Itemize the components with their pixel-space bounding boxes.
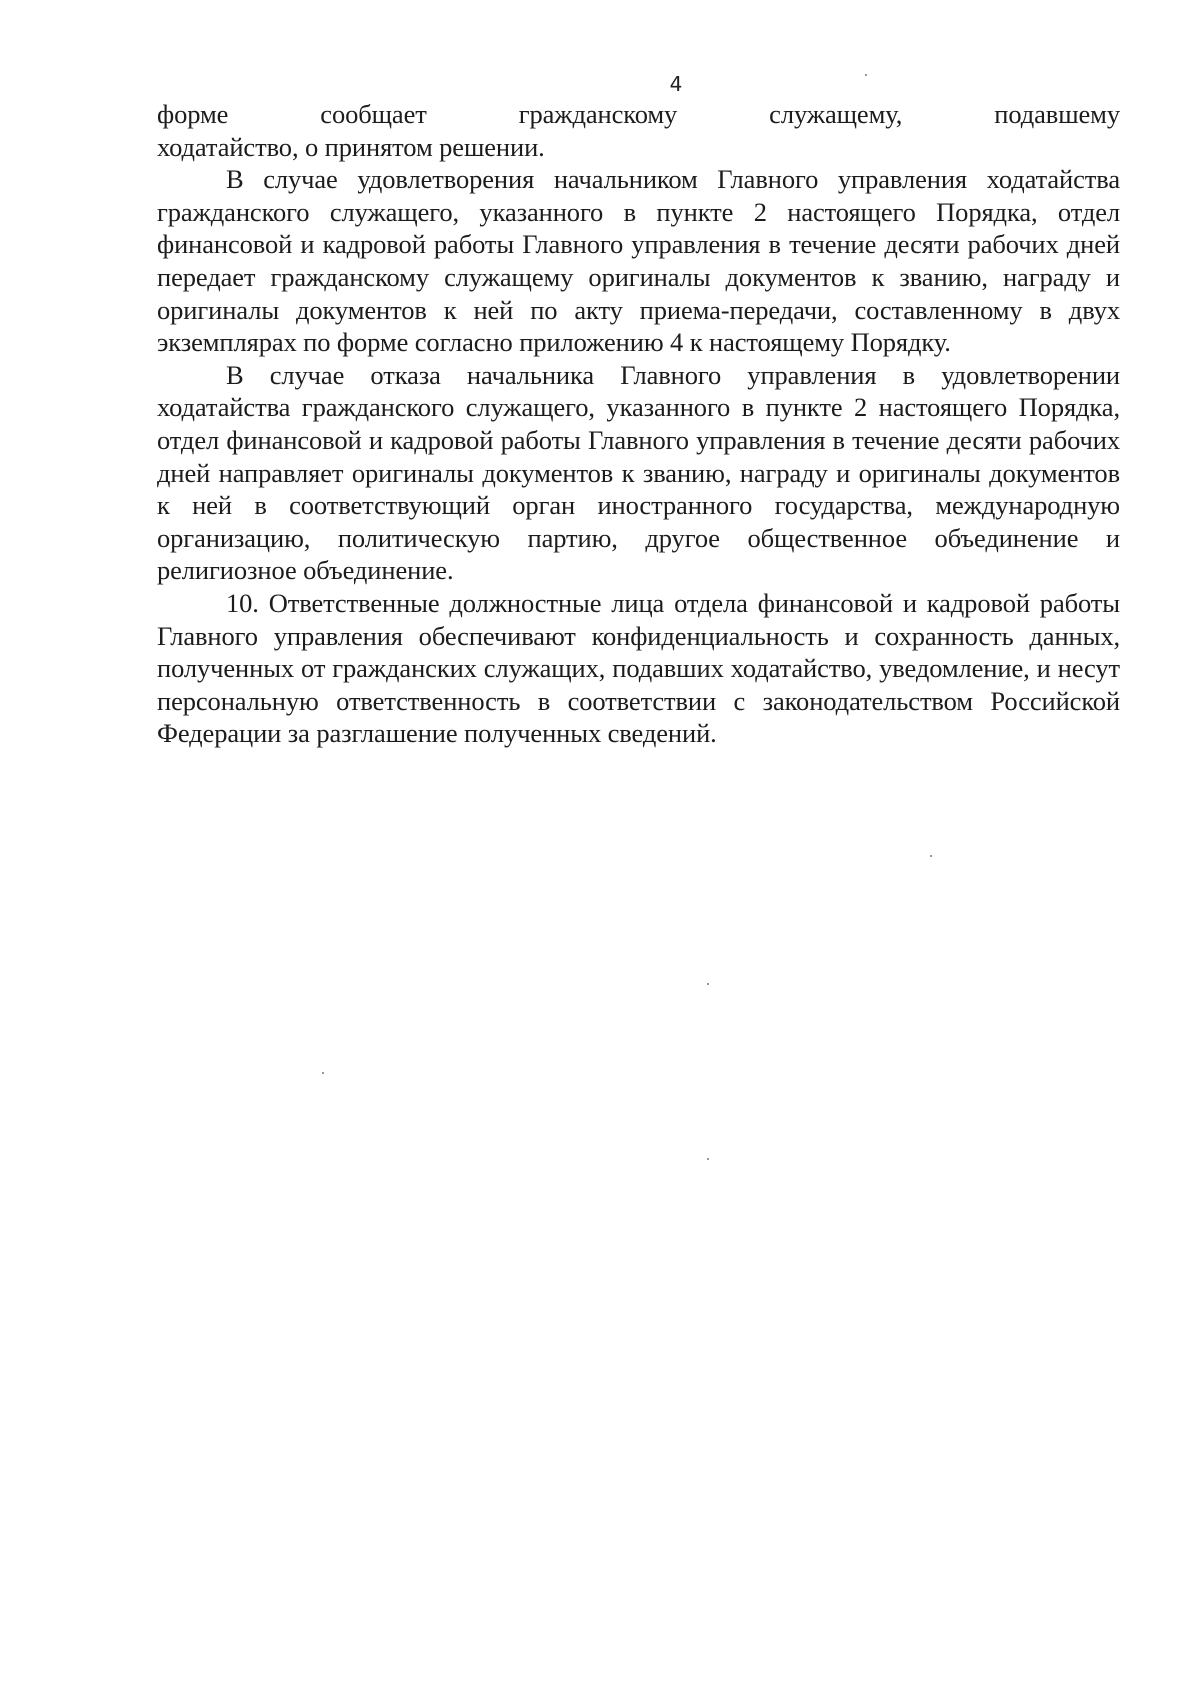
scan-speck xyxy=(865,74,867,76)
scan-speck xyxy=(930,855,932,857)
paragraph-continuation: ходатайство, о принятом решении. xyxy=(157,131,545,162)
continued-line xyxy=(157,98,1120,131)
document-body xyxy=(157,98,1120,750)
continued-word: гражданскому xyxy=(518,99,678,129)
paragraph-refusal: В случае отказа начальника Главного управления в удовлетворении ходатайства гражданского служащего, указанного в пункте 2 настоящего Порядка, отдел финансовой и кадровой работы Главного управления в течение десяти рабочих дней направляет оригиналы документов к званию, награду и оригиналы документов к ней в соответствующий орган иностранного государства, международную организацию, политическую партию, другое общественное объединение и религиозное объединение. xyxy=(157,359,1120,586)
continued-word: форме xyxy=(157,99,229,129)
continued-word: сообщает xyxy=(320,99,427,129)
paragraph-satisfaction: В случае удовлетворения начальником Главного управления ходатайства гражданского служащего, указанного в пункте 2 настоящего Порядка, отдел финансовой и кадровой работы Главного управления в течение десяти рабочих дней передает гражданскому служащему оригиналы документов к званию, награду и оригиналы документов к ней по акту приема-передачи, составленному в двух экземплярах по форме согласно приложению 4 к настоящему Порядку. xyxy=(157,164,1120,358)
page-number: 4 xyxy=(669,72,683,96)
scan-speck xyxy=(707,1158,709,1160)
scan-speck xyxy=(322,1072,324,1074)
continued-word: подавшему xyxy=(994,99,1120,129)
paragraph-item-10: 10. Ответственные должностные лица отдела финансовой и кадровой работы Главного управления обеспечивают конфиденциальность и сохранность данных, полученных от гражданских служащих, подавших ходатайство, уведомление, и несут персональную ответственность в соответствии с законодательством Российской Федерации за разглашение полученных сведений. xyxy=(157,587,1120,749)
continued-word: служащему, xyxy=(769,99,903,129)
scan-speck xyxy=(707,983,709,985)
